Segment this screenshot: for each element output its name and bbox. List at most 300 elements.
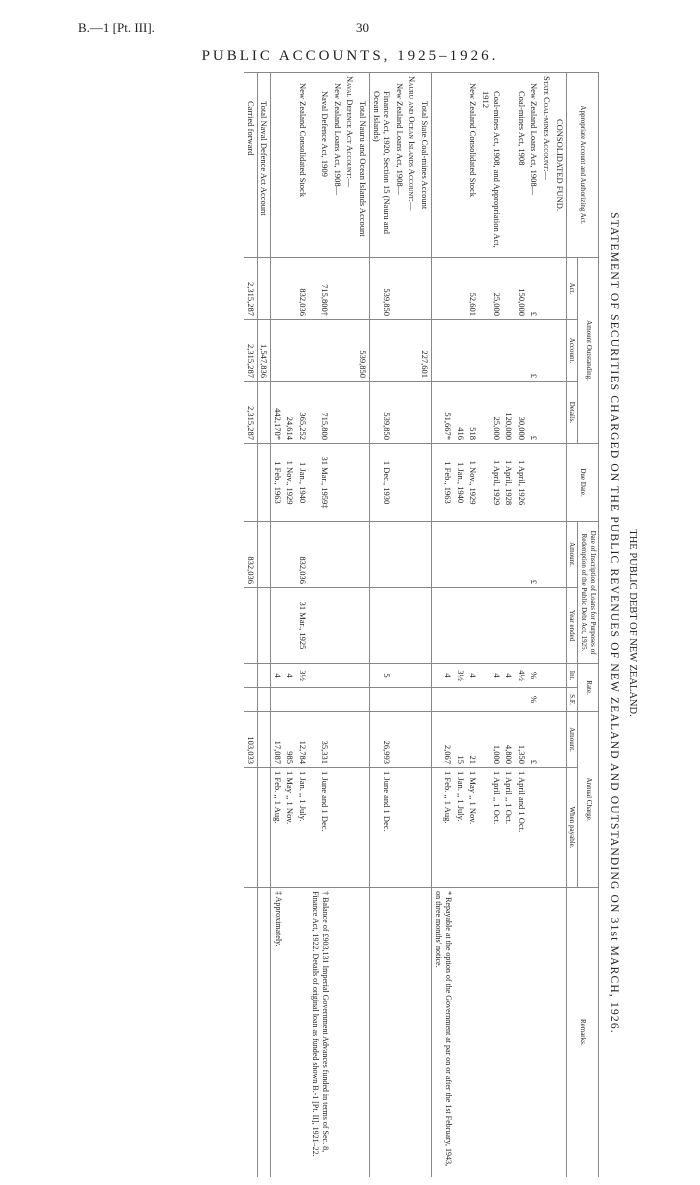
table-cell-charge-amount <box>406 712 419 768</box>
table-cell-due-date: 1 Jan., 1940 <box>297 444 310 522</box>
table-cell-due-date <box>528 444 541 522</box>
running-title: PUBLIC ACCOUNTS, 1925–1926. <box>201 48 499 64</box>
table-cell-inscription-amount <box>515 522 528 588</box>
table-cell-details: 51,667* <box>432 382 455 444</box>
table-cell-details <box>541 382 554 444</box>
table-cell-charge-amount <box>393 712 406 768</box>
table-cell-inscription-amount: 832,036 <box>244 522 257 588</box>
table-cell-act-amount <box>393 258 406 320</box>
table-row <box>309 73 331 1177</box>
table-cell-when-payable: 1 Jan. ,, 1 July. <box>297 768 310 888</box>
header-when-payable: When payable. <box>566 768 578 888</box>
table-cell-due-date: 1 Nov., 1929 <box>284 444 297 522</box>
table-cell-sf <box>344 688 357 712</box>
table-cell-when-payable <box>419 768 432 888</box>
table-cell-due-date <box>244 444 257 522</box>
table-cell-remarks <box>467 888 480 1177</box>
table-cell-sf <box>331 688 344 712</box>
header-act-column: Appropriate Account and Authorizing Act. <box>566 73 598 258</box>
table-row <box>244 73 257 1177</box>
table-cell-sf <box>454 688 467 712</box>
table-cell-details <box>344 382 357 444</box>
table-cell-sf <box>503 688 516 712</box>
table-cell-details: £ <box>528 382 541 444</box>
table-cell-act-amount: 715,800† <box>309 258 331 320</box>
table-cell-act-amount <box>503 258 516 320</box>
table-cell-year-ended <box>419 588 432 664</box>
table-cell-year-ended <box>541 588 554 664</box>
table-cell-when-payable: 1 Feb. ,, 1 Aug. <box>271 768 284 888</box>
table-cell-int <box>541 664 554 688</box>
table-cell-act-amount <box>454 258 467 320</box>
table-cell-inscription-amount <box>419 522 432 588</box>
table-cell-act: New Zealand Consolidated Stock <box>467 73 480 258</box>
table-cell-details: 120,000 <box>503 382 516 444</box>
table-cell-remarks: ‡ Approximately. <box>271 888 284 1177</box>
table-cell-act <box>271 73 284 258</box>
table-cell-details: 416 <box>454 382 467 444</box>
table-cell-act: Carried forward <box>244 73 257 258</box>
table-cell-remarks <box>244 888 257 1177</box>
table-cell-account <box>503 320 516 382</box>
table-cell-year-ended <box>271 588 284 664</box>
table-cell-due-date: 1 Nov., 1929 <box>467 444 480 522</box>
table-row <box>503 73 516 1177</box>
table-row <box>553 73 566 1177</box>
table-row <box>541 73 554 1177</box>
header-annual-charge: Annual Charge. <box>578 712 599 888</box>
table-cell-sf: % <box>528 688 541 712</box>
table-cell-when-payable <box>356 768 369 888</box>
table-cell-year-ended <box>406 588 419 664</box>
table-cell-int <box>257 664 271 688</box>
table-cell-act: Total Naval Defence Act Account <box>257 73 271 258</box>
table-cell-remarks <box>454 888 467 1177</box>
table-cell-act-amount: £ <box>528 258 541 320</box>
table-cell-due-date <box>553 444 566 522</box>
table-cell-int: 4 <box>467 664 480 688</box>
table-cell-sf <box>541 688 554 712</box>
table-cell-when-payable <box>553 768 566 888</box>
table-cell-due-date: 1 Feb., 1963 <box>271 444 284 522</box>
table-cell-inscription-amount <box>503 522 516 588</box>
table-cell-year-ended <box>284 588 297 664</box>
table-cell-sf <box>515 688 528 712</box>
table-cell-remarks <box>344 888 357 1177</box>
table-cell-act-amount: 832,036 <box>297 258 310 320</box>
table-cell-int <box>393 664 406 688</box>
table-cell-year-ended <box>553 588 566 664</box>
table-cell-act-amount <box>432 258 455 320</box>
table-cell-due-date: 1 Dec., 1930 <box>370 444 394 522</box>
table-cell-act-amount <box>541 258 554 320</box>
table-cell-account <box>331 320 344 382</box>
table-cell-inscription-amount <box>393 522 406 588</box>
table-cell-act: New Zealand Loans Act, 1908— <box>393 73 406 258</box>
table-cell-int <box>553 664 566 688</box>
table-cell-act: Naval Defence Act, 1909 <box>309 73 331 258</box>
table-cell-due-date <box>541 444 554 522</box>
table-cell-when-payable: 1 April and 1 Oct. <box>515 768 528 888</box>
table-cell-act <box>432 73 455 258</box>
table-cell-act-amount <box>356 258 369 320</box>
table-cell-sf <box>309 688 331 712</box>
table-cell-details: 442,170* <box>271 382 284 444</box>
table-cell-int <box>356 664 369 688</box>
table-cell-details: 365,252 <box>297 382 310 444</box>
table-cell-charge-amount <box>344 712 357 768</box>
table-cell-act: Total Nauru and Ocean Islands Account <box>356 73 369 258</box>
header-details: Details. <box>566 382 578 444</box>
table-cell-remarks <box>406 888 419 1177</box>
table-cell-int: 4 <box>503 664 516 688</box>
table-row <box>331 73 344 1177</box>
table-cell-when-payable <box>331 768 344 888</box>
table-row <box>257 73 271 1177</box>
table-cell-remarks <box>257 888 271 1177</box>
table-cell-year-ended <box>356 588 369 664</box>
table-cell-account <box>479 320 502 382</box>
table-cell-details: 30,000 <box>515 382 528 444</box>
table-cell-when-payable <box>257 768 271 888</box>
table-cell-when-payable: 1 April ,, 1 Oct. <box>479 768 502 888</box>
table-cell-inscription-amount <box>454 522 467 588</box>
table-cell-act-amount <box>257 258 271 320</box>
table-row <box>271 73 284 1177</box>
table-cell-account <box>406 320 419 382</box>
table-cell-int: 3½ <box>454 664 467 688</box>
header-act: Act. <box>566 258 578 320</box>
table-cell-int <box>244 664 257 688</box>
table-cell-when-payable: 1 June and 1 Dec. <box>309 768 331 888</box>
table-cell-year-ended <box>467 588 480 664</box>
table-row <box>467 73 480 1177</box>
table-cell-charge-amount: 1,000 <box>479 712 502 768</box>
table-cell-year-ended <box>257 588 271 664</box>
table-cell-remarks <box>297 888 310 1177</box>
table-cell-year-ended <box>331 588 344 664</box>
table-cell-details: 539,850 <box>370 382 394 444</box>
table-row <box>297 73 310 1177</box>
table-cell-remarks <box>331 888 344 1177</box>
rotated-sheet <box>67 68 643 1178</box>
table-cell-sf <box>419 688 432 712</box>
table-cell-charge-amount <box>541 712 554 768</box>
header-inscription: Date of Inscription of Loans for Purposes of Redemption of the Public Debt Act, 1925. <box>578 522 599 664</box>
table-cell-sf <box>370 688 394 712</box>
header-year-ended: Year ended <box>566 588 578 664</box>
table-cell-details <box>356 382 369 444</box>
sheet-caption: THE PUBLIC DEBT OF NEW ZEALAND. <box>627 529 638 717</box>
table-cell-year-ended <box>503 588 516 664</box>
table-row <box>432 73 455 1177</box>
table-cell-year-ended <box>344 588 357 664</box>
table-row <box>479 73 502 1177</box>
header-amount-outstanding: Amount Outstanding. <box>578 258 599 444</box>
header-account: Account. <box>566 320 578 382</box>
table-cell-charge-amount: 17,087 <box>271 712 284 768</box>
header-inscription-amount: Amount. <box>566 522 578 588</box>
table-cell-int: 4 <box>479 664 502 688</box>
table-body <box>244 73 566 1177</box>
table-cell-act-amount: 25,000 <box>479 258 502 320</box>
table-cell-sf <box>257 688 271 712</box>
table-cell-details <box>393 382 406 444</box>
table-cell-remarks: † Balance of £903,131 Imperial Government Advances funded in terms of Sec. 8, Finance Act, 1922. Details of original loan as funded shown B.-1 [Pt. II], 1921–22. <box>309 888 331 1177</box>
table-cell-due-date: 1 April, 1926 <box>515 444 528 522</box>
table-cell-remarks <box>528 888 541 1177</box>
table-cell-account <box>432 320 455 382</box>
table-cell-sf <box>553 688 566 712</box>
table-cell-charge-amount <box>356 712 369 768</box>
table-cell-year-ended <box>244 588 257 664</box>
table-cell-details: 715,800 <box>309 382 331 444</box>
table-cell-year-ended <box>528 588 541 664</box>
table-cell-act <box>454 73 467 258</box>
table-cell-year-ended <box>432 588 455 664</box>
table-cell-int: % <box>528 664 541 688</box>
table-cell-account: 2,315,287 <box>244 320 257 382</box>
table-cell-inscription-amount <box>356 522 369 588</box>
table-cell-int: 4 <box>432 664 455 688</box>
table-cell-int <box>331 664 344 688</box>
table-cell-sf <box>467 688 480 712</box>
table-cell-account <box>515 320 528 382</box>
table-cell-int <box>419 664 432 688</box>
table-cell-act: New Zealand Loans Act, 1908— <box>331 73 344 258</box>
table-cell-int: 4 <box>284 664 297 688</box>
table-row <box>344 73 357 1177</box>
table-cell-remarks <box>479 888 502 1177</box>
table-cell-when-payable: 1 May ,, 1 Nov. <box>284 768 297 888</box>
table-cell-year-ended <box>370 588 394 664</box>
table-cell-act <box>284 73 297 258</box>
table-cell-act: State Coal-mines Account:— <box>541 73 554 258</box>
table-cell-inscription-amount: 832,036 <box>297 522 310 588</box>
table-cell-year-ended <box>454 588 467 664</box>
table-cell-act: Naval Defence Act Account:— <box>344 73 357 258</box>
table-cell-act-amount <box>406 258 419 320</box>
table-cell-remarks <box>515 888 528 1177</box>
table-cell-due-date <box>356 444 369 522</box>
page-number: 30 <box>356 20 369 35</box>
table-cell-account <box>541 320 554 382</box>
sheet-subcaption: STATEMENT OF SECURITIES CHARGED ON THE PUBLIC REVENUES OF NEW ZEALAND AND OUTSTANDING ON 31st MARCH, 1926. <box>608 212 620 1034</box>
table-cell-sf <box>393 688 406 712</box>
table-cell-int: 5 <box>370 664 394 688</box>
table-cell-charge-amount <box>553 712 566 768</box>
table-cell-act: Coal-mines Act, 1908 <box>515 73 528 258</box>
table-cell-details <box>406 382 419 444</box>
table-cell-year-ended <box>479 588 502 664</box>
table-cell-inscription-amount: £ <box>528 522 541 588</box>
table-cell-remarks <box>284 888 297 1177</box>
table-cell-act: Nauru and Ocean Islands Account:— <box>406 73 419 258</box>
table-cell-sf <box>479 688 502 712</box>
table-cell-act-amount: 539,850 <box>370 258 394 320</box>
table-cell-int: 3½ <box>297 664 310 688</box>
table-cell-sf <box>244 688 257 712</box>
table-cell-when-payable: 1 Feb. ,, 1 Aug. <box>432 768 455 888</box>
table-cell-act <box>503 73 516 258</box>
table-cell-charge-amount <box>419 712 432 768</box>
table-cell-year-ended: 31 Mar., 1925 <box>297 588 310 664</box>
table-cell-inscription-amount <box>467 522 480 588</box>
table-cell-charge-amount <box>257 712 271 768</box>
table-cell-int <box>406 664 419 688</box>
table-cell-int: 4 <box>271 664 284 688</box>
table-cell-due-date <box>331 444 344 522</box>
table-cell-charge-amount: 2,067 <box>432 712 455 768</box>
table-cell-inscription-amount <box>479 522 502 588</box>
table-row <box>528 73 541 1177</box>
table-cell-when-payable <box>344 768 357 888</box>
table-cell-year-ended <box>393 588 406 664</box>
table-row <box>356 73 369 1177</box>
table-row <box>284 73 297 1177</box>
table-row <box>419 73 432 1177</box>
table-cell-due-date: 1 April, 1929 <box>479 444 502 522</box>
table-cell-inscription-amount <box>553 522 566 588</box>
table-cell-inscription-amount <box>432 522 455 588</box>
table-cell-details <box>257 382 271 444</box>
table-cell-sf <box>432 688 455 712</box>
header-rate: Rate. <box>578 664 599 712</box>
header-due-date: Due Date. <box>566 444 598 522</box>
table-cell-when-payable <box>393 768 406 888</box>
table-cell-account <box>297 320 310 382</box>
header-int: Int. <box>566 664 578 688</box>
table-cell-act: CONSOLIDATED FUND. <box>553 73 566 258</box>
table-cell-charge-amount <box>331 712 344 768</box>
table-cell-due-date <box>419 444 432 522</box>
table-cell-inscription-amount <box>284 522 297 588</box>
table-row <box>454 73 467 1177</box>
header-sf: S.F. <box>566 688 578 712</box>
table-cell-charge-amount: 15 <box>454 712 467 768</box>
table-cell-due-date <box>344 444 357 522</box>
table-cell-due-date: 1 April, 1928 <box>503 444 516 522</box>
table-cell-when-payable <box>528 768 541 888</box>
table-cell-when-payable: 1 May ,, 1 Nov. <box>467 768 480 888</box>
table-cell-due-date: 1 Feb., 1963 <box>432 444 455 522</box>
table-cell-remarks <box>553 888 566 1177</box>
table-cell-sf <box>271 688 284 712</box>
table-cell-act-amount <box>331 258 344 320</box>
table-cell-remarks <box>419 888 432 1177</box>
table-cell-inscription-amount <box>370 522 394 588</box>
table-cell-when-payable <box>406 768 419 888</box>
table-cell-details: 25,000 <box>479 382 502 444</box>
table-cell-due-date <box>406 444 419 522</box>
table-cell-remarks: * Repayable at the option of the Government at par on or after the 1st February, 1943, on three months' notice. <box>432 888 455 1177</box>
table-cell-act: New Zealand Consolidated Stock <box>297 73 310 258</box>
table-cell-act-amount: 150,000 <box>515 258 528 320</box>
table-cell-int <box>309 664 331 688</box>
table-cell-act-amount <box>553 258 566 320</box>
table-cell-act: Finance Act, 1920, Section 15 (Nauru and Ocean Islands) <box>370 73 394 258</box>
debt-table <box>244 72 599 1177</box>
table-cell-remarks <box>393 888 406 1177</box>
table-cell-inscription-amount <box>309 522 331 588</box>
table-cell-account <box>553 320 566 382</box>
table-cell-remarks <box>370 888 394 1177</box>
table-cell-remarks <box>541 888 554 1177</box>
table-cell-inscription-amount <box>406 522 419 588</box>
table-cell-account: 227,601 <box>419 320 432 382</box>
table-cell-act-amount <box>419 258 432 320</box>
table-cell-charge-amount: 985 <box>284 712 297 768</box>
table-cell-due-date <box>257 444 271 522</box>
table-cell-charge-amount: 26,993 <box>370 712 394 768</box>
table-cell-act-amount <box>271 258 284 320</box>
table-cell-inscription-amount <box>257 522 271 588</box>
table-cell-account <box>467 320 480 382</box>
table-cell-int: 4½ <box>515 664 528 688</box>
table-cell-account <box>344 320 357 382</box>
table-cell-inscription-amount <box>541 522 554 588</box>
header-remarks: Remarks. <box>566 888 598 1177</box>
table-cell-due-date: 31 Mar., 1959‡ <box>309 444 331 522</box>
table-cell-sf <box>284 688 297 712</box>
table-cell-when-payable <box>541 768 554 888</box>
table-cell-account <box>271 320 284 382</box>
table-cell-when-payable: 1 April ,, 1 Oct. <box>503 768 516 888</box>
table-cell-sf <box>406 688 419 712</box>
report-code: B.—1 [Pt. III]. <box>78 20 155 35</box>
table-cell-account: 539,850 <box>356 320 369 382</box>
table-cell-account: £ <box>528 320 541 382</box>
table-cell-when-payable <box>244 768 257 888</box>
table-cell-account <box>393 320 406 382</box>
table-row <box>393 73 406 1177</box>
table-cell-account <box>284 320 297 382</box>
table-cell-account <box>454 320 467 382</box>
table-cell-charge-amount: £ <box>528 712 541 768</box>
table-cell-charge-amount: 1,350 <box>515 712 528 768</box>
table-cell-details <box>331 382 344 444</box>
table-cell-remarks <box>356 888 369 1177</box>
table-cell-inscription-amount <box>271 522 284 588</box>
table-row <box>370 73 394 1177</box>
table-cell-due-date <box>393 444 406 522</box>
table-cell-act: Coal-mines Act, 1908, and Appropriation Act, 1912 <box>479 73 502 258</box>
table-cell-act: Total State Coal-mines Account <box>419 73 432 258</box>
table-cell-charge-amount: 35,331 <box>309 712 331 768</box>
table-cell-details <box>553 382 566 444</box>
table-cell-details <box>419 382 432 444</box>
header-charge-amount: Amount. <box>566 712 578 768</box>
table-row <box>515 73 528 1177</box>
table-cell-remarks <box>503 888 516 1177</box>
table-cell-details: 518 <box>467 382 480 444</box>
table-cell-account <box>370 320 394 382</box>
table-cell-charge-amount: 103,033 <box>244 712 257 768</box>
table-cell-details: 24,614 <box>284 382 297 444</box>
table-cell-year-ended <box>309 588 331 664</box>
table-row <box>406 73 419 1177</box>
table-cell-sf <box>297 688 310 712</box>
table-cell-act-amount <box>284 258 297 320</box>
table-cell-charge-amount: 12,784 <box>297 712 310 768</box>
table-cell-due-date: 1 Jan., 1940 <box>454 444 467 522</box>
table-cell-inscription-amount <box>344 522 357 588</box>
table-cell-act-amount: 52,601 <box>467 258 480 320</box>
table-cell-details: 2,315,287 <box>244 382 257 444</box>
table-cell-when-payable: 1 Jan. ,, 1 July. <box>454 768 467 888</box>
table-cell-act-amount: 2,315,287 <box>244 258 257 320</box>
table-cell-charge-amount: 21 <box>467 712 480 768</box>
